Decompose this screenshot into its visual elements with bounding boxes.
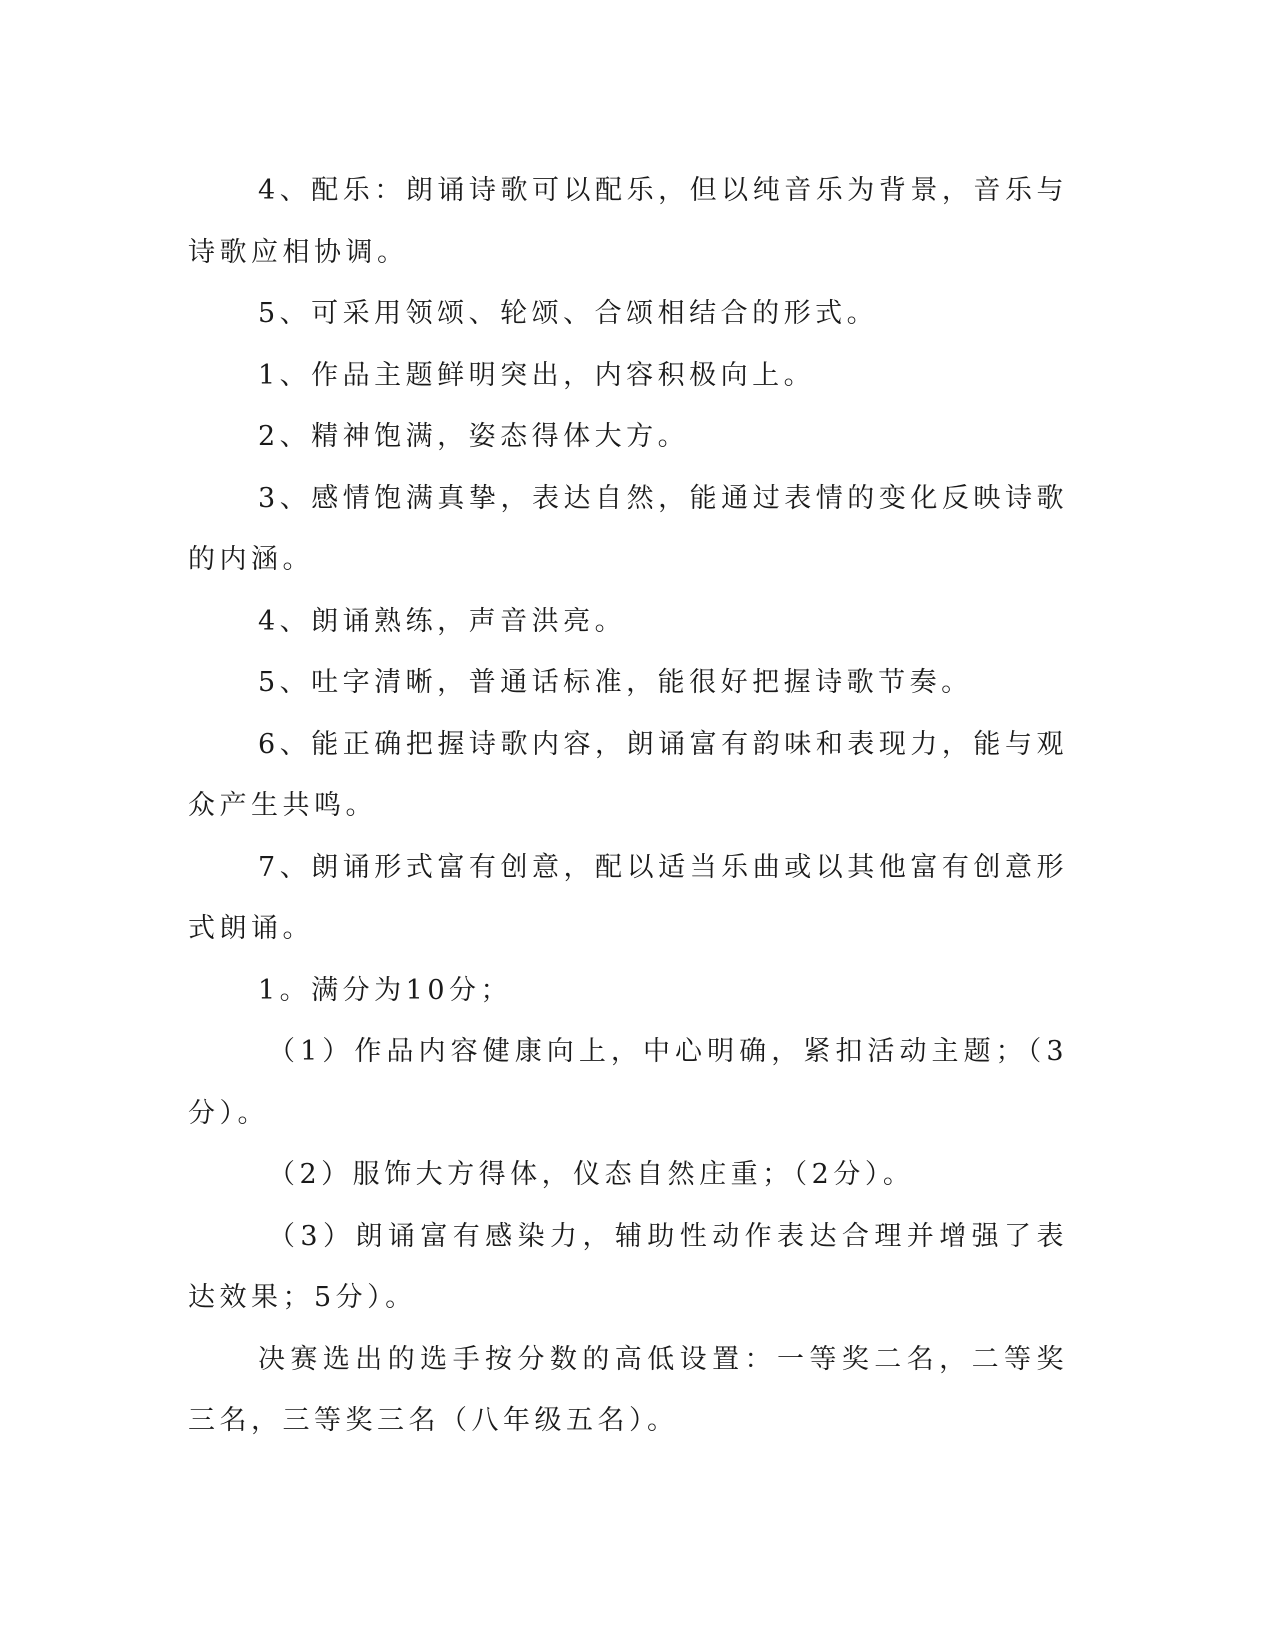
document-body <box>188 160 1068 1452</box>
paragraph-score-item-1: （1）作品内容健康向上，中心明确，紧扣活动主题；（3分）。 <box>188 1036 1068 1129</box>
paragraph-form: 5、可采用领颂、轮颂、合颂相结合的形式。 <box>258 298 879 329</box>
paragraph-criteria-1: 1、作品主题鲜明突出，内容积极向上。 <box>258 359 816 391</box>
paragraph-score-item-3: （3）朗诵富有感染力，辅助性动作表达合理并增强了表达效果；5分）。 <box>188 1220 1068 1313</box>
paragraph-criteria-5: 5、吐字清晰，普通话标准，能很好把握诗歌节奏。 <box>258 667 973 698</box>
paragraph-criteria-6: 6、能正确把握诗歌内容，朗诵富有韵味和表现力，能与观众产生共鸣。 <box>188 728 1068 821</box>
paragraph-awards: 决赛选出的选手按分数的高低设置：一等奖二名，二等奖三名，三等奖三名（八年级五名）。 <box>188 1343 1068 1436</box>
paragraph-score-item-2: （2）服饰大方得体，仪态自然庄重；（2分）。 <box>268 1159 915 1190</box>
paragraph-criteria-2: 2、精神饱满，姿态得体大方。 <box>258 421 690 452</box>
paragraph-criteria-7: 7、朗诵形式富有创意，配以适当乐曲或以其他富有创意形式朗诵。 <box>188 851 1068 944</box>
paragraph-criteria-4: 4、朗诵熟练，声音洪亮。 <box>258 605 627 637</box>
paragraph-criteria-3: 3、感情饱满真挚，表达自然，能通过表情的变化反映诗歌的内涵。 <box>188 482 1068 575</box>
paragraph-music: 4、配乐：朗诵诗歌可以配乐，但以纯音乐为背景，音乐与诗歌应相协调。 <box>188 175 1068 268</box>
paragraph-score-total: 1。满分为10分； <box>258 974 513 1006</box>
